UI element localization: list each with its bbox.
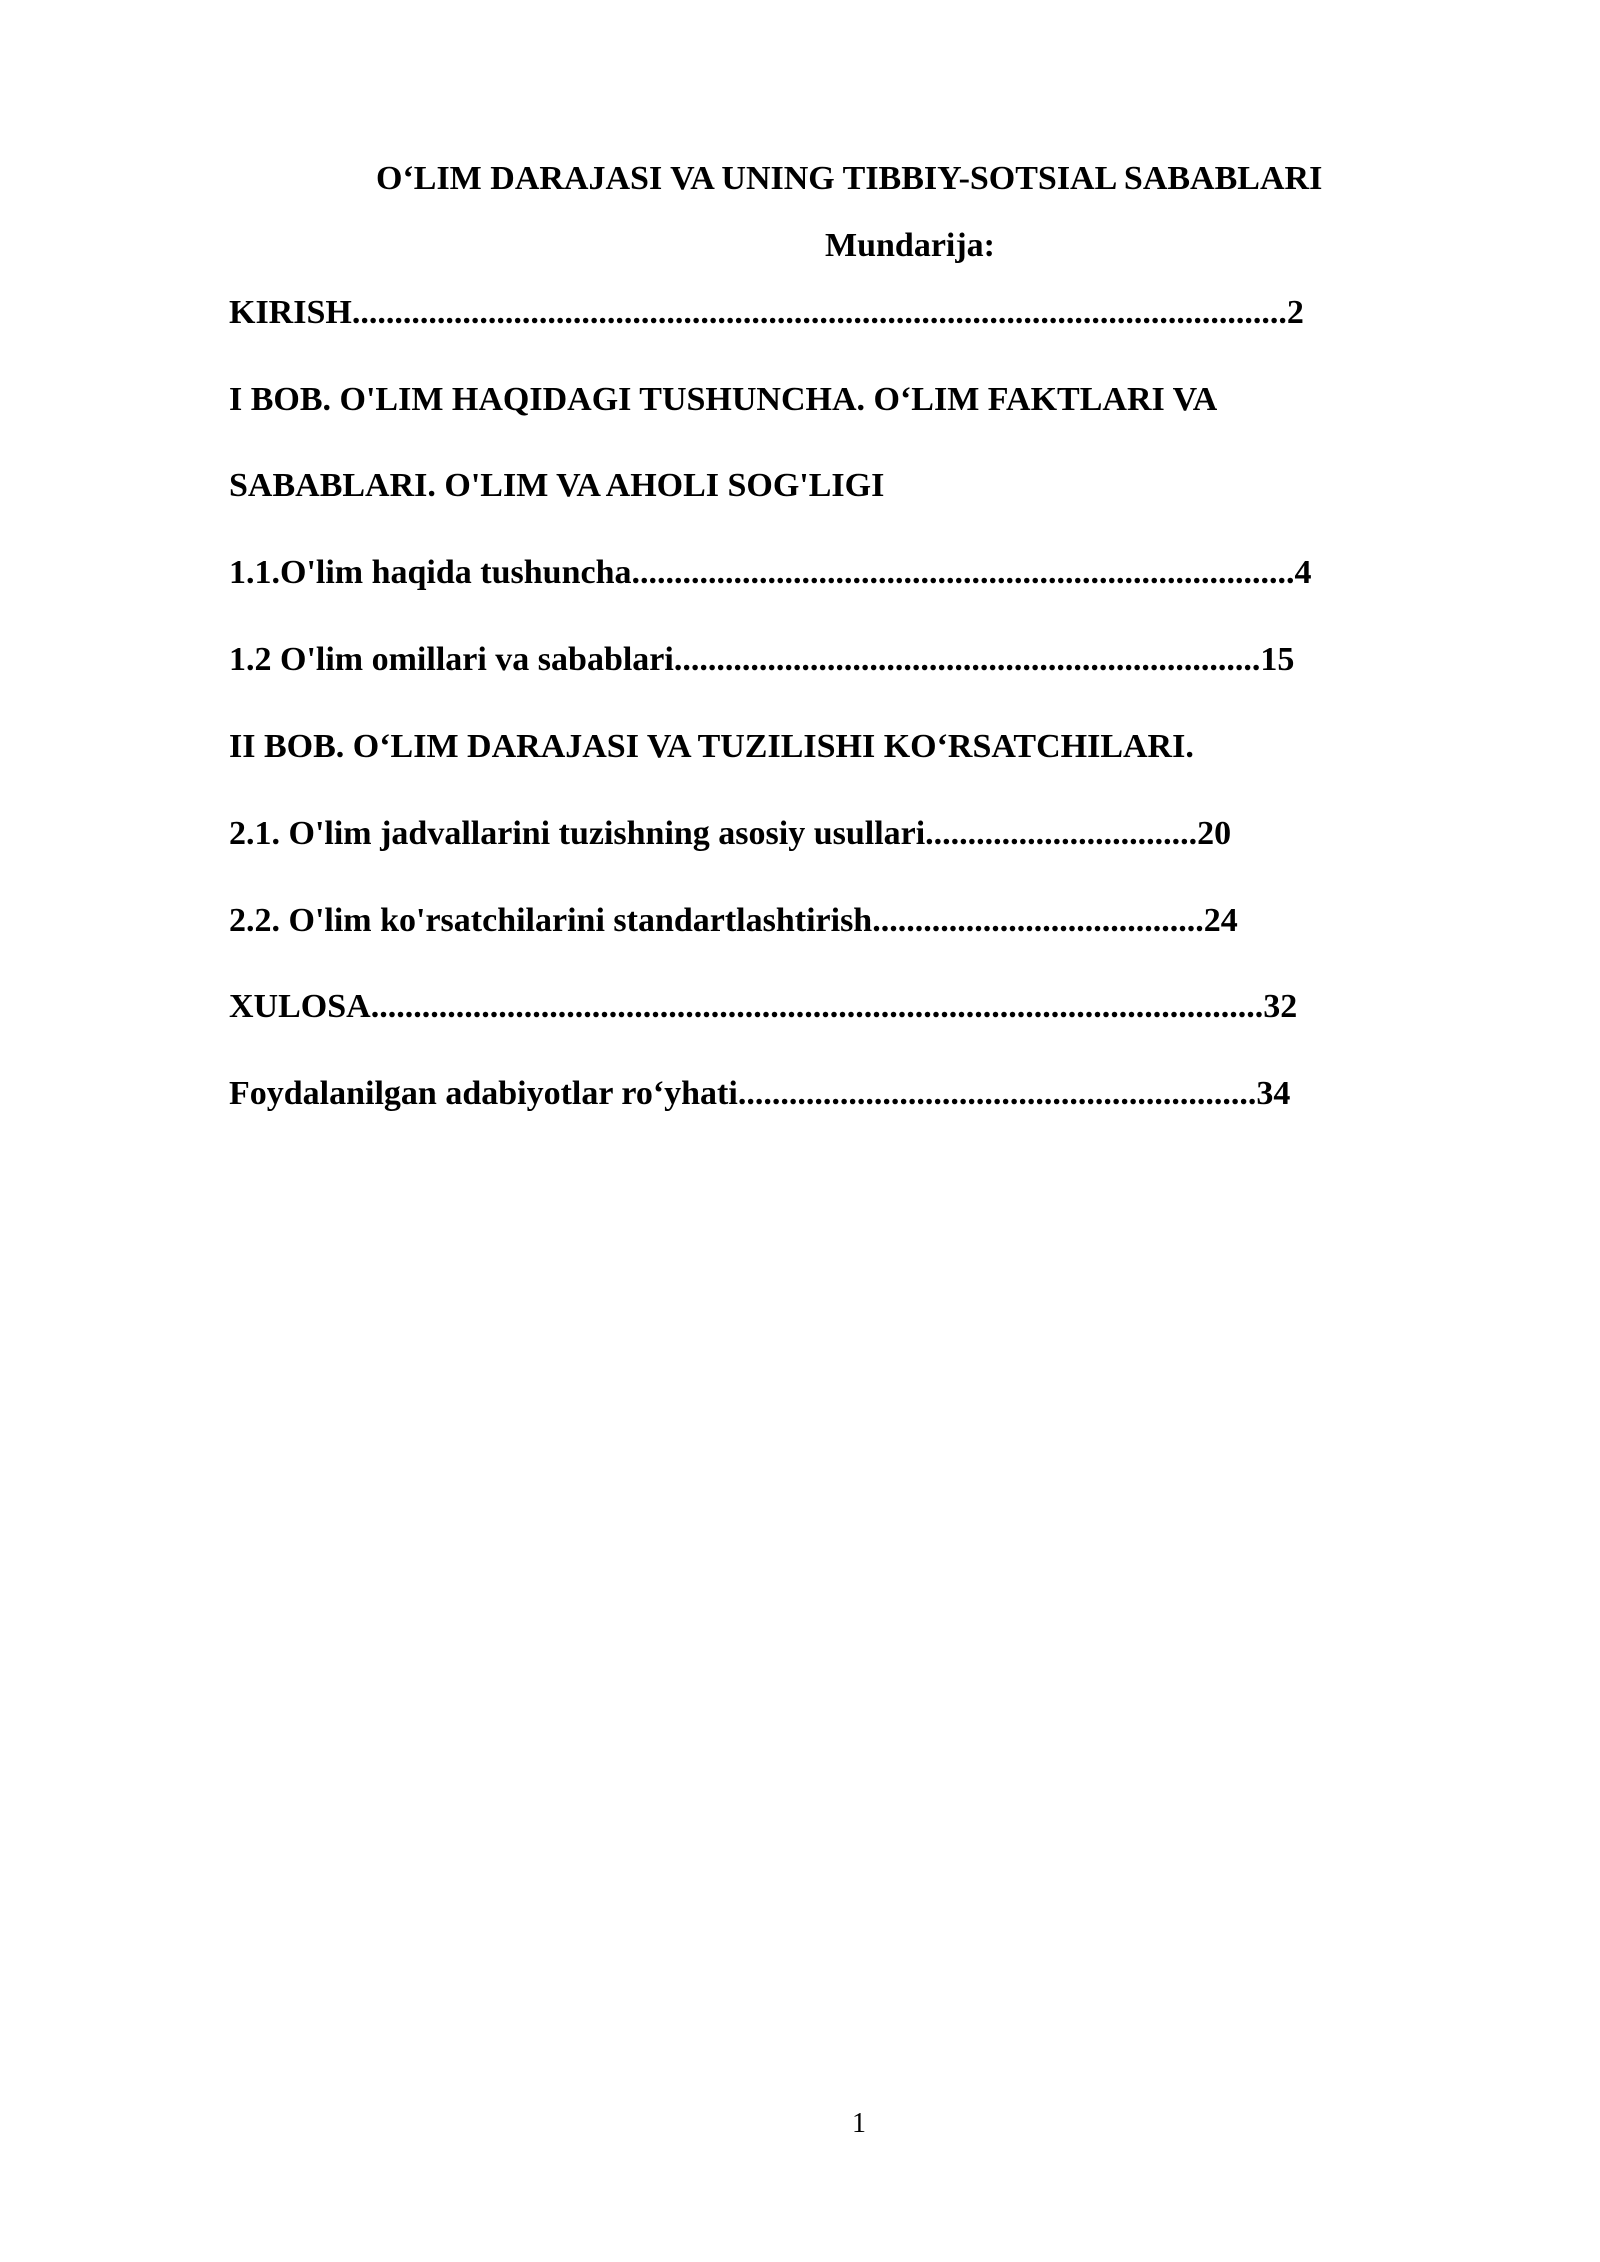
toc-heading: Mundarija:: [825, 227, 995, 264]
page-number: 1: [852, 2108, 866, 2139]
toc-entry-xulosa: XULOSA.........................................................................................................32: [229, 990, 1298, 1024]
document-title: O‘LIM DARAJASI VA UNING TIBBIY-SOTSIAL SABABLARI: [376, 160, 1323, 197]
toc-entry-bibliography: Foydalanilgan adabiyotlar ro‘yhati.............................................................34: [229, 1077, 1291, 1111]
toc-entry-1-2: 1.2 O'lim omillari va sabablari.....................................................................15: [229, 643, 1295, 677]
toc-entry-kirish: KIRISH..............................................................................................................2: [229, 296, 1304, 330]
toc-entry-2-2: 2.2. O'lim ko'rsatchilarini standartlashtirish.......................................24: [229, 904, 1238, 938]
toc-entry-chapter-1-cont: SABABLARI. O'LIM VA AHOLI SOG'LIGI: [229, 469, 885, 503]
toc-entry-1-1: 1.1.O'lim haqida tushuncha..............................................................................4: [229, 556, 1312, 590]
toc-entry-chapter-2: II BOB. O‘LIM DARAJASI VA TUZILISHI KO‘RSATCHILARI.: [229, 730, 1194, 764]
toc-entry-chapter-1: I BOB. O'LIM HAQIDAGI TUSHUNCHA. O‘LIM FAKTLARI VA: [229, 383, 1218, 417]
toc-entry-2-1: 2.1. O'lim jadvallarini tuzishning asosiy usullari................................20: [229, 817, 1232, 851]
